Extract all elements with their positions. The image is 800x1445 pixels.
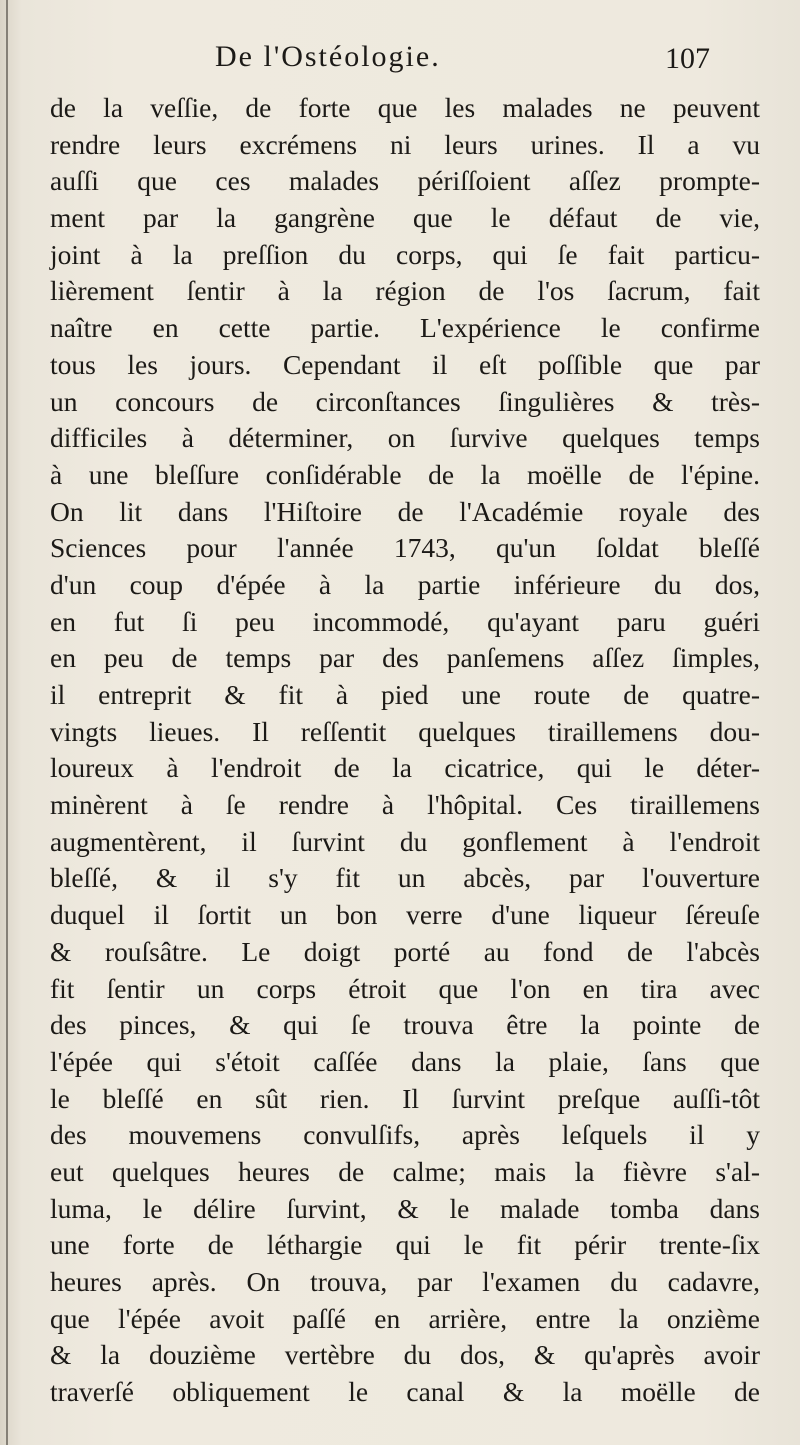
text-line: un concours de circonſtances ſingulières & très-	[50, 385, 760, 417]
text-line: luma, le délire ſurvint, & le malade tomba dans	[50, 1192, 760, 1224]
text-line: lièrement ſentir à la région de l'os ſacrum, fait	[50, 275, 760, 307]
text-line: que l'épée avoit paſſé en arrière, entre la onzième	[50, 1302, 760, 1334]
running-head-title: De l'Ostéologie.	[215, 40, 441, 73]
text-line: difficiles à déterminer, on ſurvive quelques temps	[50, 422, 760, 454]
text-line: l'épée qui s'étoit caſſée dans la plaie, ſans que	[50, 1045, 760, 1077]
text-line: il entreprit & fit à pied une route de quatre-	[50, 679, 760, 710]
text-line: de la veſſie, de forte que les malades ne peuvent	[50, 92, 760, 123]
text-line: naître en cette partie. L'expérience le confirme	[50, 312, 760, 344]
text-line: On lit dans l'Hiſtoire de l'Académie royale des	[50, 495, 760, 527]
text-line: d'un coup d'épée à la partie inférieure du dos,	[50, 568, 760, 600]
running-head	[40, 36, 710, 80]
text-line: en peu de temps par des panſemens aſſez ſimples,	[50, 642, 760, 674]
text-line: tous les jours. Cependant il eſt poſſible que par	[50, 348, 760, 380]
text-line: vingts lieues. Il reſſentit quelques tiraillemens dou-	[50, 715, 760, 747]
text-line: rendre leurs excrémens ni leurs urines. Il a vu	[50, 128, 760, 160]
text-line: en fut ſi peu incommodé, qu'ayant paru guéri	[50, 605, 760, 637]
text-line: loureux à l'endroit de la cicatrice, qui le déter-	[50, 752, 760, 784]
page-number: 107	[665, 42, 710, 75]
text-line: des pinces, & qui ſe trouva être la pointe de	[50, 1009, 760, 1041]
text-line: auſſi que ces malades périſſoient aſſez prompte-	[50, 165, 760, 197]
text-line: joint à la preſſion du corps, qui ſe fait particu-	[50, 238, 760, 270]
text-line: ment par la gangrène que le défaut de vie,	[50, 202, 760, 234]
text-line: des mouvemens convulſifs, après leſquels il y	[50, 1119, 760, 1151]
text-line: Sciences pour l'année 1743, qu'un ſoldat bleſſé	[50, 532, 760, 564]
text-line: le bleſſé en sût rien. Il ſurvint preſque auſſi-tôt	[50, 1082, 760, 1114]
text-line: minèrent à ſe rendre à l'hôpital. Ces tiraillemens	[50, 789, 760, 821]
text-line: à une bleſſure conſidérable de la moëlle de l'épine.	[50, 458, 760, 490]
text-line: eut quelques heures de calme; mais la fièvre s'al-	[50, 1155, 760, 1187]
text-line: & la douzième vertèbre du dos, & qu'après avoir	[50, 1339, 760, 1371]
text-line: traverſé obliquement le canal & la moëlle de	[50, 1376, 760, 1408]
page-gutter-edge	[6, 0, 8, 1445]
text-line: une forte de léthargie qui le fit périr trente-ſix	[50, 1229, 760, 1261]
text-line: augmentèrent, il ſurvint du gonflement à l'endroit	[50, 825, 760, 857]
text-line: & rouſsâtre. Le doigt porté au fond de l'abcès	[50, 935, 760, 967]
text-line: duquel il ſortit un bon verre d'une liqueur ſéreuſe	[50, 899, 760, 931]
body-text	[50, 90, 760, 1411]
text-line: heures après. On trouva, par l'examen du cadavre,	[50, 1266, 760, 1297]
text-line: fit ſentir un corps étroit que l'on en tira avec	[50, 972, 760, 1004]
text-line: bleſſé, & il s'y fit un abcès, par l'ouverture	[50, 862, 760, 894]
